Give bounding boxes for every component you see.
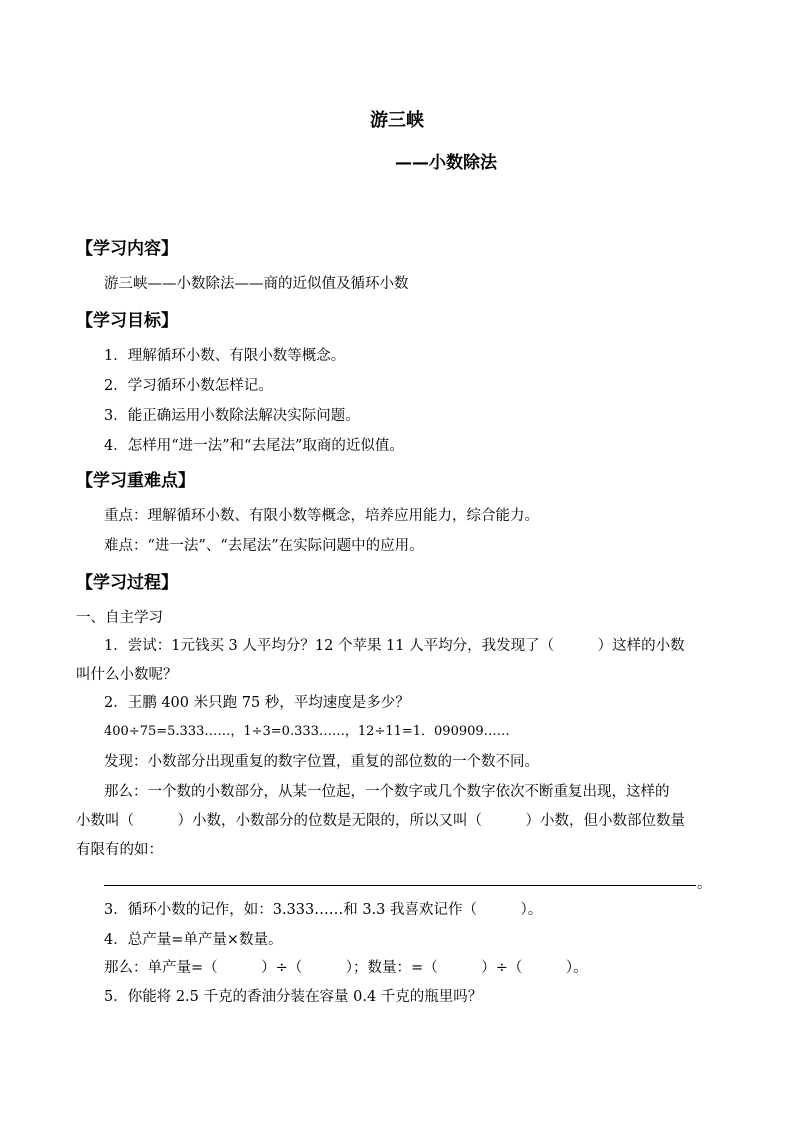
goal-item: 1．理解循环小数、有限小数等概念。: [104, 348, 346, 364]
question-3: 3．循环小数的记作，如：3.333……和 3.3 我喜欢记作（ ）。: [104, 902, 543, 918]
page-subtitle: ——小数除法: [395, 153, 497, 173]
section-heading-key-points: 【学习重难点】: [76, 471, 195, 491]
goal-item: 3．能正确运用小数除法解决实际问题。: [104, 408, 360, 424]
part-heading: 一、自主学习: [76, 610, 163, 626]
section-heading-goals: 【学习目标】: [76, 311, 178, 331]
key-point: 重点：理解循环小数、有限小数等概念，培养应用能力，综合能力。: [104, 508, 539, 524]
question-5: 5．你能将 2.5 千克的香油分装在容量 0.4 千克的瓶里吗？: [104, 989, 483, 1005]
definition-line-3: 有限有的如：: [76, 842, 163, 858]
question-4-formula: 那么：单产量=（ ）÷（ ）；数量：=（ ）÷（ ）。: [104, 960, 588, 976]
difficult-point: 难点：“进一法”、“去尾法”在实际问题中的应用。: [104, 538, 424, 554]
answer-blank-line: [104, 885, 696, 886]
question-4: 4．总产量=单产量×数量。: [104, 932, 283, 948]
question-2: 2．王鹏 400 米只跑 75 秒，平均速度是多少？: [104, 695, 410, 711]
goal-item: 4．怎样用“进一法”和“去尾法”取商的近似值。: [104, 438, 404, 454]
goal-item: 2．学习循环小数怎样记。: [104, 378, 273, 394]
content-text: 游三峡——小数除法——商的近似值及循环小数: [104, 276, 409, 292]
section-heading-process: 【学习过程】: [76, 573, 178, 593]
definition-line-2: 小数叫（ ）小数，小数部分的位数是无限的，所以又叫（ ）小数，但小数部位数量: [76, 813, 685, 829]
section-heading-content: 【学习内容】: [76, 239, 178, 259]
discovery-text: 发现：小数部分出现重复的数字位置，重复的部位数的一个数不同。: [104, 754, 539, 770]
question-1-line-1: 1．尝试：1元钱买 3 人平均分？12 个苹果 11 人平均分，我发现了（ ）这样的小数: [104, 638, 685, 654]
question-1-line-2: 叫什么小数呢？: [76, 667, 178, 683]
definition-line-1: 那么：一个数的小数部分，从某一位起，一个数字或几个数字依次不断重复出现，这样的: [104, 784, 670, 800]
calculation-line: 400÷75=5.333……，1÷3=0.333……，12÷11=1．090909……: [104, 724, 510, 739]
line-period: 。: [697, 876, 712, 892]
page-title: 游三峡: [370, 110, 424, 131]
